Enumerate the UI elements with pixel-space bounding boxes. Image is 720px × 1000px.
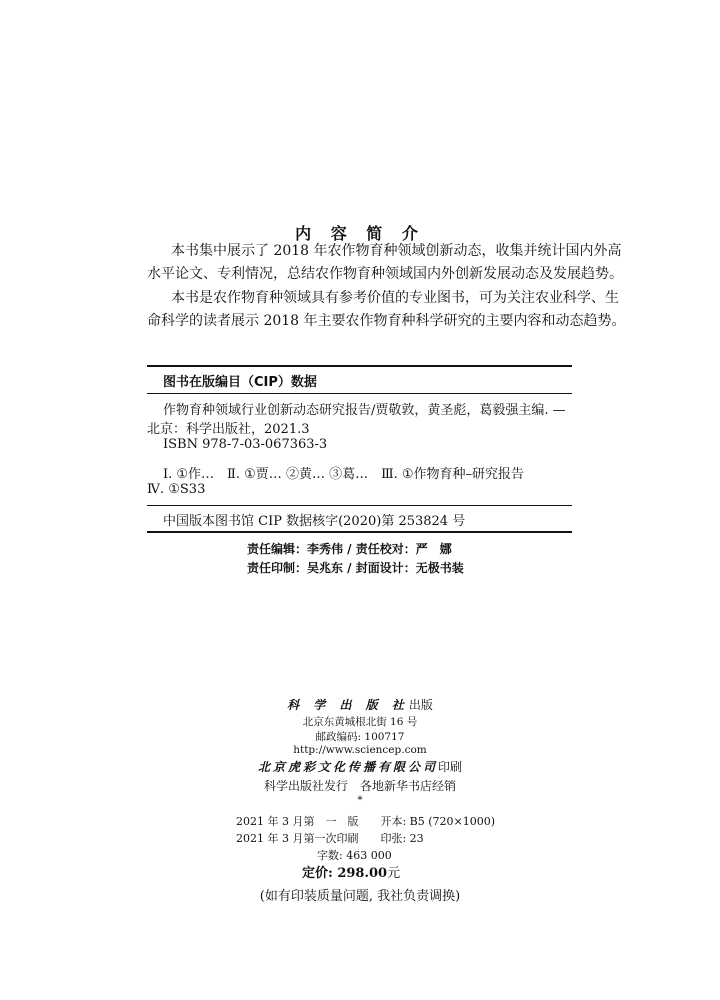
print-line: 2021 年 3 月第一次印刷 印张: 23 [236,832,424,845]
distribution-line: 科学出版社发行 各地新华书店经销 [263,779,456,793]
separator-star: * [357,794,363,806]
publisher-address: 北京东黄城根北街 16 号 [302,716,418,728]
cip-record-rule [147,505,572,506]
intro-line-2: 水平论文、专利情况，总结农作物育种领域国内外创新发展动态及发展趋势。 [147,266,623,282]
cip-record: 中国版本图书馆 CIP 数据核字(2020)第 253824 号 [163,514,466,529]
cip-top-rule [147,365,572,367]
publisher-url: http://www.sciencep.com [293,744,427,756]
publisher-name-line [0,696,720,713]
printer-name: 北京虎彩文化传播有限公司 [257,760,438,774]
cip-entry-line-2: 北京：科学出版社，2021.3 [147,422,310,437]
cip-entry-line-1: 作物育种领域行业创新动态研究报告/贾敬敦，黄圣彪，葛毅强主编. — [163,403,566,418]
intro-line-1: 本书集中展示了 2018 年农作物育种领域创新动态，收集并统计国内外高 [171,243,622,259]
edition-line: 2021 年 3 月第 一 版 开本: B5 (720×1000) [236,815,496,828]
printer-line [0,758,720,775]
intro-line-4: 命科学的读者展示 2018 年主要农作物育种科学研究的主要内容和动态趋势。 [147,313,626,329]
intro-title: 内 容 简 介 [295,224,425,243]
publisher-postcode: 邮政编码: 100717 [315,731,405,743]
publisher-name-suffix: 出版 [408,698,433,712]
price-value: 298.00 [337,866,388,881]
cip-subjects-line-1: Ⅰ. ①作… Ⅱ. ①贾… ②黄… ③葛… Ⅲ. ①作物育种–研究报告 [163,467,525,482]
price-line [302,862,400,881]
cip-bottom-rule [147,531,572,533]
price-label: 定价: [302,866,338,881]
cip-isbn: ISBN 978-7-03-067363-3 [163,437,328,452]
cip-heading-rule [147,393,572,394]
word-count: 字数: 463 000 [317,849,392,862]
credits-line-1: 责任编辑：李秀伟 / 责任校对：严 娜 [247,542,452,556]
cip-subjects-line-2: Ⅳ. ①S33 [147,482,206,497]
intro-line-3: 本书是农作物育种领域具有参考价值的专业图书，可为关注农业科学、生 [171,290,619,306]
quality-notice: (如有印装质量问题, 我社负责调换) [259,889,461,904]
publisher-logo-text: 科 学 出 版 社 [287,698,409,712]
price-unit: 元 [387,866,401,881]
credits-line-2: 责任印制：吴兆东 / 封面设计：无极书装 [247,561,464,575]
printer-suffix: 印刷 [438,760,463,774]
cip-heading: 图书在版编目（CIP）数据 [163,375,317,390]
